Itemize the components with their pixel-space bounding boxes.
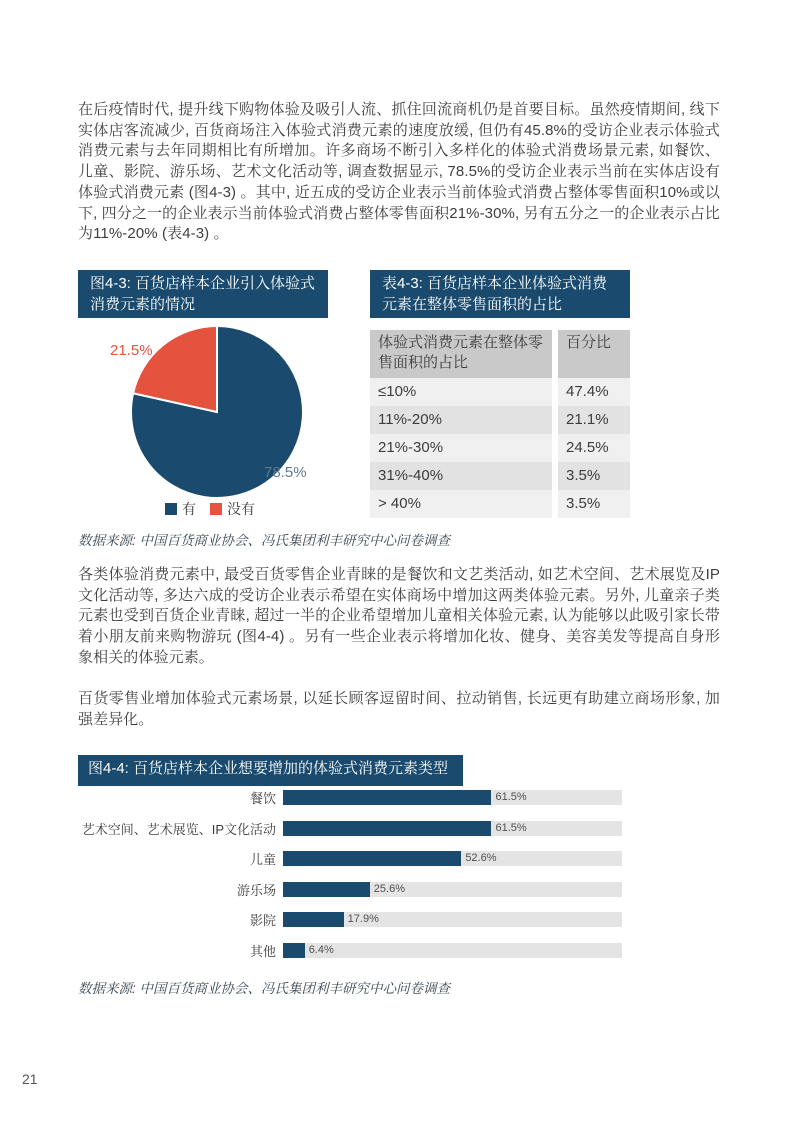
- table-row: [370, 378, 630, 406]
- bar-category-label: 影院: [249, 913, 276, 928]
- bar-category-label: 儿童: [249, 852, 276, 867]
- figure-4-4-title: 图4-4: 百货店样本企业想要增加的体验式消费元素类型: [88, 760, 449, 777]
- bar-category-label: 游乐场: [236, 882, 276, 898]
- table-row: [370, 434, 630, 462]
- table-row: [370, 462, 630, 490]
- figure-4-4-header: [78, 755, 463, 786]
- bar-category-label: 餐饮: [249, 791, 276, 806]
- legend-swatch-yes-icon: [165, 503, 177, 515]
- legend-swatch-no-icon: [210, 503, 222, 515]
- bar-value-label: 61.5%: [495, 791, 527, 803]
- bar-value-label: 52.6%: [465, 852, 497, 864]
- bar-fill: [283, 851, 461, 866]
- table-column-header: 百分比: [558, 330, 630, 378]
- bar-chart: [78, 790, 630, 973]
- bar-row: [78, 912, 630, 927]
- bar-value-label: 6.4%: [308, 943, 334, 956]
- bar-category-label: 艺术空间、艺术展览、IP文化活动: [81, 821, 276, 837]
- paragraph-2: 各类体验消费元素中, 最受百货零售企业青睐的是餐饮和文艺类活动, 如艺术空间、艺术展览及IP文化活动等, 多达六成的受访企业表示希望在实体商场中增加这两类体验元素。另外, 儿童亲子类元素也受到百货企业青睐, 超过一半的企业希望增加儿童相关体验元素, 认为能够以此吸引家长带着小朋友前来购物游玩 (图4-4) 。另有一些企业表示将增加化妆、健身、美容美发等提高自身形象相关的体验元素。: [78, 566, 720, 666]
- legend-label-no: 没有: [227, 501, 255, 517]
- figure-4-3-header: [78, 270, 328, 318]
- bar-fill: [283, 912, 344, 927]
- table-cell-range: 31%-40%: [370, 462, 552, 490]
- legend-label-yes: 有: [182, 501, 196, 517]
- figure-4-3-title: 图4-3: 百货店样本企业引入体验式消费元素的情况: [90, 275, 316, 313]
- table-cell-percent: 47.4%: [558, 378, 630, 406]
- bar-row: [78, 882, 630, 897]
- table-4-3-header: [370, 270, 630, 318]
- bar-fill: [283, 943, 305, 958]
- bar-track: [283, 912, 622, 927]
- table-cell-range: 21%-30%: [370, 434, 552, 462]
- pie-label-no: 21.5%: [110, 342, 153, 359]
- table-cell-range: > 40%: [370, 490, 552, 518]
- table-column-header: 体验式消费元素在整体零售面积的占比: [370, 330, 552, 378]
- data-source-caption-1: 数据来源: 中国百货商业协会、冯氏集团利丰研究中心问卷调查: [78, 533, 451, 548]
- table-cell-percent: 3.5%: [558, 490, 630, 518]
- bar-fill: [283, 882, 370, 897]
- table-header-row: [370, 330, 630, 378]
- legend-item-yes: [165, 499, 196, 519]
- table-cell-range: ≤10%: [370, 378, 552, 406]
- bar-value-label: 25.6%: [373, 882, 405, 895]
- bar-track: [283, 821, 622, 836]
- table-row: [370, 490, 630, 518]
- data-source-caption-2: 数据来源: 中国百货商业协会、冯氏集团利丰研究中心问卷调查: [78, 981, 451, 996]
- bar-value-label: 17.9%: [347, 913, 379, 925]
- bar-category-label: 其他: [249, 943, 276, 959]
- table-cell-percent: 24.5%: [558, 434, 630, 462]
- page-number: 21: [22, 1071, 38, 1087]
- legend-item-no: [210, 499, 255, 519]
- paragraph-1: 在后疫情时代, 提升线下购物体验及吸引人流、抓住回流商机仍是首要目标。虽然疫情期间, 线下实体店客流减少, 百货商场注入体验式消费元素的速度放缓, 但仍有45.8%的受访企业表示体验式消费元素与去年同期相比有所增加。许多商场不断引入多样化的体验式消费场景元素, 如餐饮、儿童、影院、游乐场、艺术文化活动等, 调查数据显示, 78.5%的受访企业表示当前在实体店设有体验式消费元素 (图4-3) 。其中, 近五成的受访企业表示当前体验式消费占整体零售面积10%或以下, 四分之一的企业表示当前体验式消费占整体零售面积21%-30%, 另有五分之一的企业表示占比为11%-20% (表4-3) 。: [78, 101, 720, 243]
- table-row: [370, 406, 630, 434]
- bar-fill: [283, 821, 491, 836]
- bar-track: [283, 943, 622, 958]
- bar-row: [78, 821, 630, 836]
- table-4-3-title: 表4-3: 百货店样本企业体验式消费元素在整体零售面积的占比: [382, 275, 608, 313]
- pie-label-yes: 78.5%: [264, 464, 307, 481]
- table-cell-percent: 3.5%: [558, 462, 630, 490]
- bar-value-label: 61.5%: [495, 821, 527, 834]
- bar-row: [78, 851, 630, 866]
- bar-track: [283, 790, 622, 805]
- bar-track: [283, 851, 622, 866]
- paragraph-3: 百货零售业增加体验式元素场景, 以延长顾客逗留时间、拉动销售, 长远更有助建立商场形象, 加强差异化。: [78, 690, 720, 728]
- bar-fill: [283, 790, 491, 805]
- bar-track: [283, 882, 622, 897]
- table-cell-range: 11%-20%: [370, 406, 552, 434]
- table-4-3: [370, 330, 630, 518]
- pie-legend: [120, 499, 300, 519]
- bar-row: [78, 943, 630, 958]
- table-cell-percent: 21.1%: [558, 406, 630, 434]
- bar-row: [78, 790, 630, 805]
